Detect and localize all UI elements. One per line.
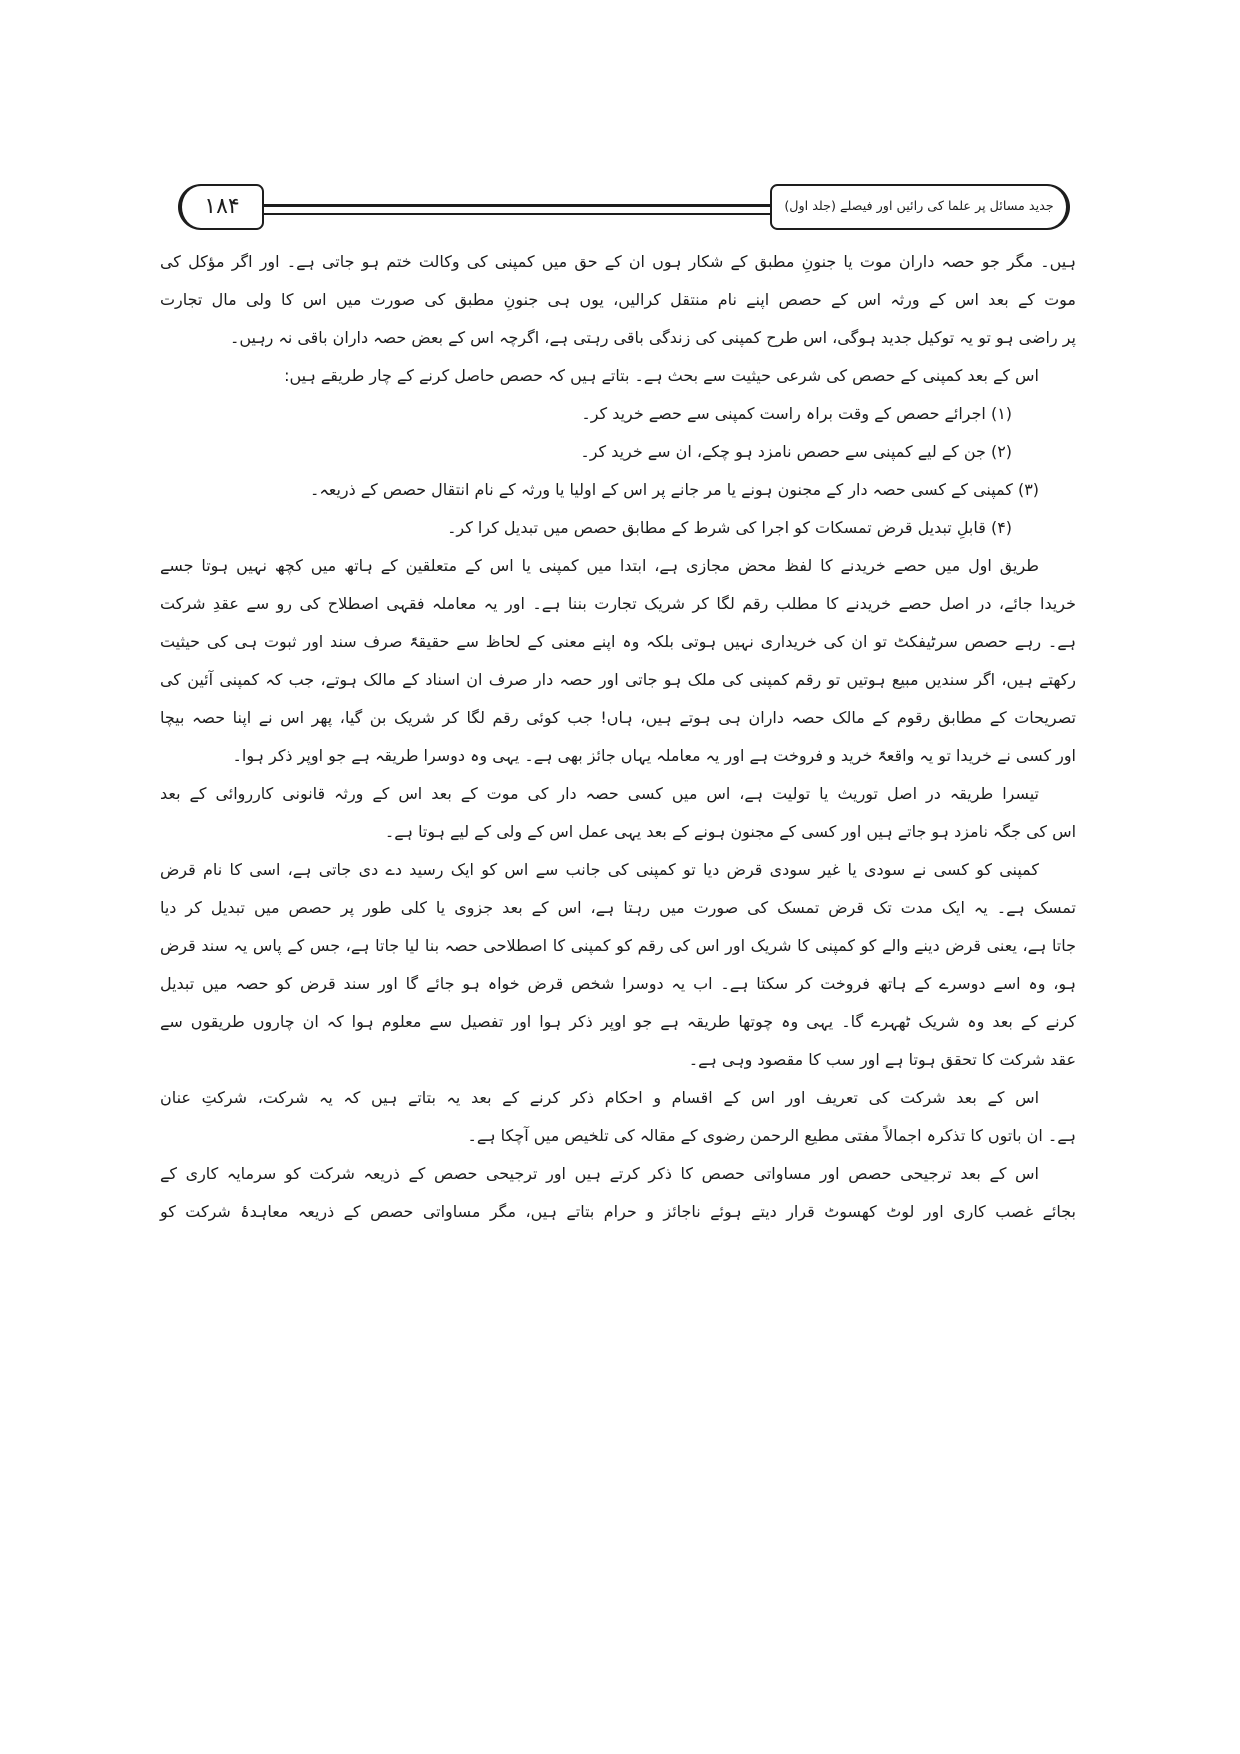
list-item: (۴) قابلِ تبدیل قرض تمسکات کو اجرا کی شرط کے مطابق حصص میں تبدیل کرا کر۔	[447, 518, 1012, 537]
paragraph-line: موت کے بعد اس کے ورثہ اس کے حصص اپنے نام منتقل کرالیں، یوں ہی جنونِ مطبق کی صورت میں اس کا ولی مال تجارت	[160, 290, 1076, 309]
paragraph-line: اس کے بعد ترجیحی حصص اور مساواتی حصص کا ذکر کرتے ہیں اور ترجیحی حصص کے ذریعہ شرکت کو سرمایہ کاری کے	[160, 1164, 1039, 1183]
paragraph-line: اور کسی نے خریدا تو یہ واقعۃً خرید و فروخت ہے اور یہ معاملہ یہاں جائز بھی ہے۔ یہی وہ دوسرا طریقہ ہے جو اوپر ذکر ہوا۔	[232, 746, 1076, 765]
header-rule	[264, 204, 770, 207]
book-title-box	[770, 184, 1070, 230]
paragraph-line: طریق اول میں حصے خریدنے کا لفظ محض مجازی ہے، ابتدا میں کمپنی یا اس کے متعلقین کے ہاتھ میں کچھ نہیں ہوتا جسے	[160, 556, 1039, 575]
paragraph-line: تیسرا طریقہ در اصل توریث یا تولیت ہے، اس میں کسی حصہ دار کی موت کے بعد اس کے ورثہ قانونی کارروائی کے بعد	[160, 784, 1039, 803]
paragraph-line: تمسک ہے۔ یہ ایک مدت تک قرض تمسک کی صورت میں رہتا ہے، اس کے بعد جزوی یا کلی طور پر حصص میں تبدیل کر دیا	[160, 898, 1076, 917]
paragraph-line: کرنے کے بعد وہ شریک ٹھہرے گا۔ یہی وہ چوتھا طریقہ ہے جو اوپر ذکر ہوا اور تفصیل سے معلوم ہوا کہ ان چاروں طریقوں سے	[160, 1012, 1076, 1031]
paragraph-line: عقد شرکت کا تحقق ہوتا ہے اور سب کا مقصود وہی ہے۔	[688, 1050, 1076, 1069]
paragraph	[160, 357, 1076, 395]
list-item: (۱) اجرائے حصص کے وقت براہ راست کمپنی سے حصے خرید کر۔	[581, 404, 1012, 423]
paragraph-line: خریدا جائے، در اصل حصے خریدنے کا مطلب رقم لگا کر شریک تجارت بننا ہے۔ اور یہ معاملہ فقہی اصطلاح کی رو سے عقدِ شرکت	[160, 594, 1076, 613]
paragraph-line: جاتا ہے، یعنی قرض دینے والے کو کمپنی کا شریک اور اس کی رقم کو کمپنی کا اصطلاحی حصہ بنا لیا جاتا ہے، جس کے پاس یہ سند قرض	[160, 936, 1076, 955]
page-number-box	[178, 184, 264, 230]
paragraph-line: تصریحات کے مطابق رقوم کے مالک حصہ داران ہی ہوتے ہیں، ہاں! جب کوئی رقم لگا کر شریک بن گیا، پھر اس نے اپنا حصہ بیچا	[160, 708, 1076, 727]
paragraph-line: اس کی جگہ نامزد ہو جاتے ہیں اور کسی کے مجنون ہونے کے بعد یہی عمل اس کے ولی کے لیے ہوتا ہے۔	[384, 822, 1076, 841]
paragraph-line: اس کے بعد شرکت کی تعریف اور اس کے اقسام و احکام ذکر کرنے کے بعد یہ بتاتے ہیں کہ یہ شرکت، شرکتِ عنان	[160, 1088, 1039, 1107]
paragraph-line: ہے۔ ان باتوں کا تذکرہ اجمالاً مفتی مطیع الرحمن رضوی کے مقالہ کی تلخیص میں آچکا ہے۔	[467, 1126, 1076, 1145]
paragraph-line: اس کے بعد کمپنی کے حصص کی شرعی حیثیت سے بحث ہے۔ بتاتے ہیں کہ حصص حاصل کرنے کے چار طریقے ہیں:	[284, 366, 1039, 385]
paragraph-line: ہو، وہ اسے دوسرے کے ہاتھ فروخت کر سکتا ہے۔ اب یہ دوسرا شخص قرض خواہ ہو جائے گا اور سند قرض کو حصہ میں تبدیل	[160, 974, 1076, 993]
book-title: جدید مسائل پر علما کی رائیں اور فیصلے (جلد اول)	[784, 198, 1054, 214]
paragraph-line: پر راضی ہو تو یہ توکیل جدید ہوگی، اس طرح کمپنی کی زندگی باقی رہتی ہے، اگرچہ اس کے بعض حصہ داران باقی نہ رہیں۔	[229, 328, 1076, 347]
paragraph	[160, 775, 1076, 851]
paragraph	[160, 851, 1076, 1079]
page-number: ۱۸۴	[204, 194, 240, 219]
list-item: (۲) جن کے لیے کمپنی سے حصص نامزد ہو چکے، ان سے خرید کر۔	[580, 442, 1012, 461]
paragraph	[160, 1155, 1076, 1231]
paragraph	[160, 1079, 1076, 1155]
list-item: (۳) کمپنی کے کسی حصہ دار کے مجنون ہونے یا مر جانے پر اس کے اولیا یا ورثہ کے نام انتقال حصص کے ذریعہ۔	[310, 480, 1039, 499]
header-rule-thin	[264, 213, 770, 215]
paragraph-line: ہے۔ رہے حصص سرٹیفکٹ تو ان کی خریداری نہیں ہوتی بلکہ وہ اپنے معنی کے لحاظ سے حقیقۃً صرف سند اور ثبوت ہی کی حیثیت	[160, 632, 1076, 651]
paragraph	[160, 547, 1076, 775]
page-body	[160, 243, 1076, 1231]
paragraph-line: کمپنی کو کسی نے سودی یا غیر سودی قرض دیا تو کمپنی کی جانب سے اس کو ایک رسید دے دی جاتی ہے، اسی کا نام قرض	[160, 860, 1039, 879]
paragraph	[160, 243, 1076, 357]
paragraph-line: بجائے غصب کاری اور لوٹ کھسوٹ قرار دیتے ہوئے ناجائز و حرام بتاتے ہیں، مگر مساواتی حصص کے ذریعہ معاہدۂ شرکت کو	[160, 1202, 1076, 1221]
paragraph-line: رکھتے ہیں، اگر سندیں مبیع ہوتیں تو رقم کمپنی کی ملک ہو جاتی اور حصہ دار صرف ان اسناد کے مالک ہوتے، جب کہ کمپنی آئین کی	[160, 670, 1076, 689]
methods-list	[160, 395, 1076, 547]
paragraph-line: ہیں۔ مگر جو حصہ داران موت یا جنونِ مطبق کے شکار ہوں ان کے حق میں کمپنی کی وکالت ختم ہو جاتی ہے۔ اور اگر مؤکل کی	[160, 252, 1076, 271]
